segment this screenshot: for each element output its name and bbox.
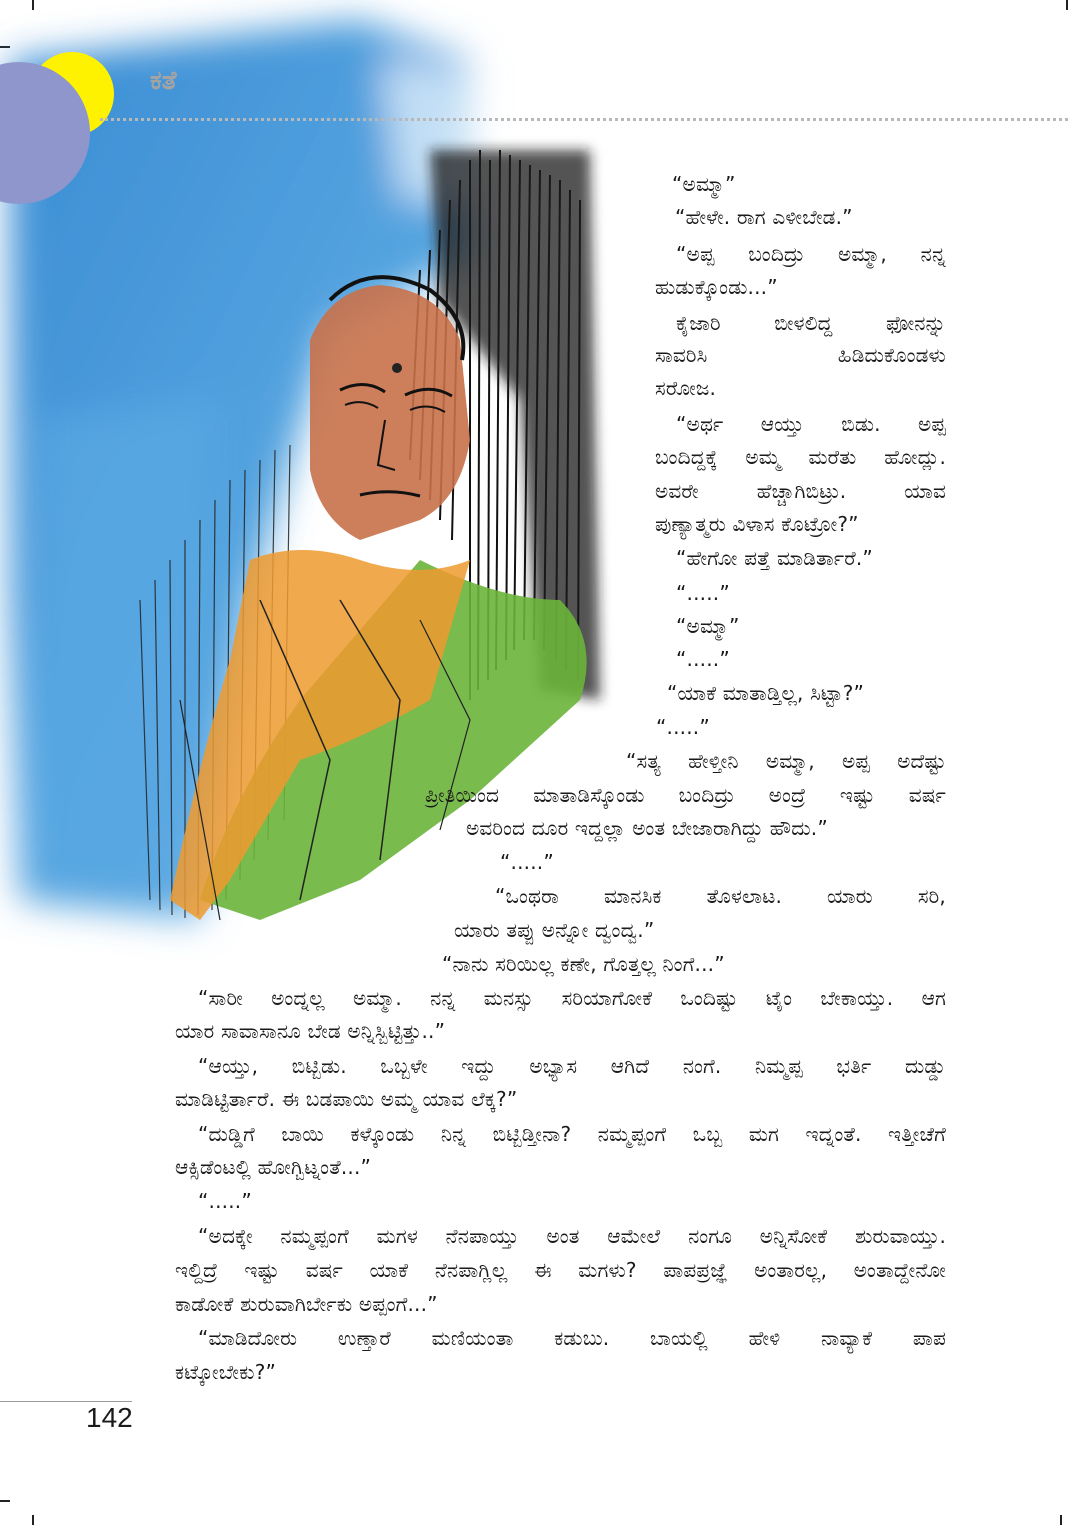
story-line: “ಯಾಕೆ ಮಾತಾಡ್ತಿಲ್ಲ, ಸಿಟ್ಟಾ?”	[667, 681, 865, 705]
story-line: “ಸತ್ಯ ಹೇಳ್ತೀನಿ ಅಮ್ಮಾ, ಅಪ್ಪ ಅದೆಷ್ಟು	[626, 749, 946, 773]
story-line: ಸರೋಜ.	[655, 376, 717, 400]
story-line: “.....”	[656, 715, 710, 739]
story-line: “ಆಯ್ತು, ಬಿಟ್ಬಿಡು. ಒಬ್ಬಳೇ ಇದ್ದು ಅಭ್ಯಾಸ ಆಗಿದೆ ನಂಗೆ. ನಿಮ್ಮಪ್ಪ ಭರ್ತಿ ದುಡ್ಡು	[198, 1054, 946, 1078]
story-line: “.....”	[676, 581, 730, 605]
story-line: “ಹೇಳೇ. ರಾಗ ಎಳೀಬೇಡ.”	[675, 205, 853, 229]
story-line: “ನಾನು ಸರಿಯಿಲ್ಲ ಕಣೇ, ಗೊತ್ತಲ್ಲ ನಿಂಗೆ...”	[442, 952, 725, 976]
page-number: 142	[86, 1402, 133, 1433]
story-line: ಯಾರು ತಪ್ಪು ಅನ್ನೋ ದ್ವಂದ್ವ.”	[454, 918, 655, 942]
story-line: ಹುಡುಕ್ಕೊಂಡು...”	[655, 275, 778, 299]
story-line: “.....”	[500, 850, 554, 874]
section-label: ಕತೆ	[150, 66, 177, 96]
story-line: “ಅಮ್ಮಾ”	[676, 614, 740, 638]
story-line: “ಅಮ್ಮಾ”	[672, 172, 736, 196]
story-line: “ದುಡ್ಡಿಗೆ ಬಾಯಿ ಕಳ್ಕೊಂಡು ನಿನ್ನ ಬಿಟ್ಬಿಡ್ತೀನಾ? ನಮ್ಮಪ್ಪಂಗೆ ಒಬ್ಬ ಮಗ ಇದ್ನಂತೆ. ಇತ್ತೀಚೆಗೆ	[198, 1122, 946, 1146]
story-line: “ಹೇಗೋ ಪತ್ತೆ ಮಾಡಿರ್ತಾರೆ.”	[676, 546, 873, 570]
header-dotted-rule	[100, 118, 1068, 121]
story-line: ಮಾಡಿಟ್ಟಿರ್ತಾರೆ. ಈ ಬಡಪಾಯಿ ಅಮ್ಮ ಯಾವ ಲೆಕ್ಕ?”	[175, 1087, 518, 1111]
story-line: ಪುಣ್ಯಾತ್ಮರು ವಿಳಾಸ ಕೊಟ್ರೋ?”	[655, 512, 859, 536]
story-line: “ಅರ್ಥ ಆಯ್ತು ಬಿಡು. ಅಪ್ಪ	[676, 412, 946, 436]
story-line: ಕಟ್ಕೋಬೇಕು?”	[175, 1360, 277, 1384]
story-line: “ಒಂಥರಾ ಮಾನಸಿಕ ತೊಳಲಾಟ. ಯಾರು ಸರಿ,	[495, 884, 946, 908]
story-line: ಇಲ್ದಿದ್ರೆ ಇಷ್ಟು ವರ್ಷ ಯಾಕೆ ನೆನಪಾಗ್ಲಿಲ್ಲ ಈ ಮಗಳು? ಪಾಪಪ್ರಜ್ಞೆ ಅಂತಾರಲ್ಲ, ಅಂತಾದ್ದೇನೋ	[175, 1258, 946, 1282]
story-line: ಪ್ರೀತಿಯಿಂದ ಮಾತಾಡಿಸ್ಕೊಂಡು ಬಂದಿದ್ರು ಅಂದ್ರೆ ಇಷ್ಟು ವರ್ಷ	[425, 783, 946, 807]
story-line: ಅವರೇ ಹೆಚ್ಚಾಗಿಬಿಟ್ರು. ಯಾವ	[655, 479, 946, 503]
story-line: “ಸಾರೀ ಅಂದ್ನಲ್ಲ ಅಮ್ಮಾ. ನನ್ನ ಮನಸ್ಸು ಸರಿಯಾಗೋಕೆ ಒಂದಿಷ್ಟು ಟೈಂ ಬೇಕಾಯ್ತು. ಆಗ	[198, 986, 946, 1010]
story-line: ಅವರಿಂದ ದೂರ ಇದ್ದಲ್ಲಾ ಅಂತ ಬೇಜಾರಾಗಿದ್ದು ಹೌದು.”	[466, 816, 828, 840]
story-line: ಸಾವರಿಸಿ ಹಿಡಿದುಕೊಂಡಳು	[655, 343, 946, 367]
portrait-face	[310, 277, 470, 540]
story-line: “.....”	[198, 1189, 252, 1213]
story-line: ಕೈಜಾರಿ ಬೀಳಲಿದ್ದ ಫೋನನ್ನು	[676, 311, 946, 335]
story-line: “ಮಾಡಿದೋರು ಉಣ್ತಾರೆ ಮಣಿಯಂತಾ ಕಡುಬು. ಬಾಯಲ್ಲಿ ಹೇಳಿ ನಾವ್ಯಾಕೆ ಪಾಪ	[198, 1326, 946, 1350]
story-line: “ಅದಕ್ಕೇ ನಮ್ಮಪ್ಪಂಗೆ ಮಗಳ ನೆನಪಾಯ್ತು ಅಂತ ಆಮೇಲೆ ನಂಗೂ ಅನ್ನಿಸೋಕೆ ಶುರುವಾಯ್ತು.	[198, 1224, 946, 1248]
story-line: ಬಂದಿದ್ದಕ್ಕೆ ಅಮ್ಮ ಮರೆತು ಹೋದ್ಲು.	[655, 445, 946, 469]
story-line: ಕಾಡೋಕೆ ಶುರುವಾಗಿರ್ಬೇಕು ಅಪ್ಪಂಗೆ...”	[175, 1292, 438, 1316]
story-line: “.....”	[676, 647, 730, 671]
story-line: ಆಕ್ಸಿಡೆಂಟಲ್ಲಿ ಹೋಗ್ಬಿಟ್ನಂತೆ...”	[175, 1155, 372, 1179]
story-line: “ಅಪ್ಪ ಬಂದಿದ್ರು ಅಮ್ಮಾ, ನನ್ನ	[676, 242, 946, 266]
story-line: ಯಾರ ಸಾವಾಸಾನೂ ಬೇಡ ಅನ್ನಿಸ್ಬಿಟ್ಟಿತ್ತು..”	[175, 1019, 446, 1043]
